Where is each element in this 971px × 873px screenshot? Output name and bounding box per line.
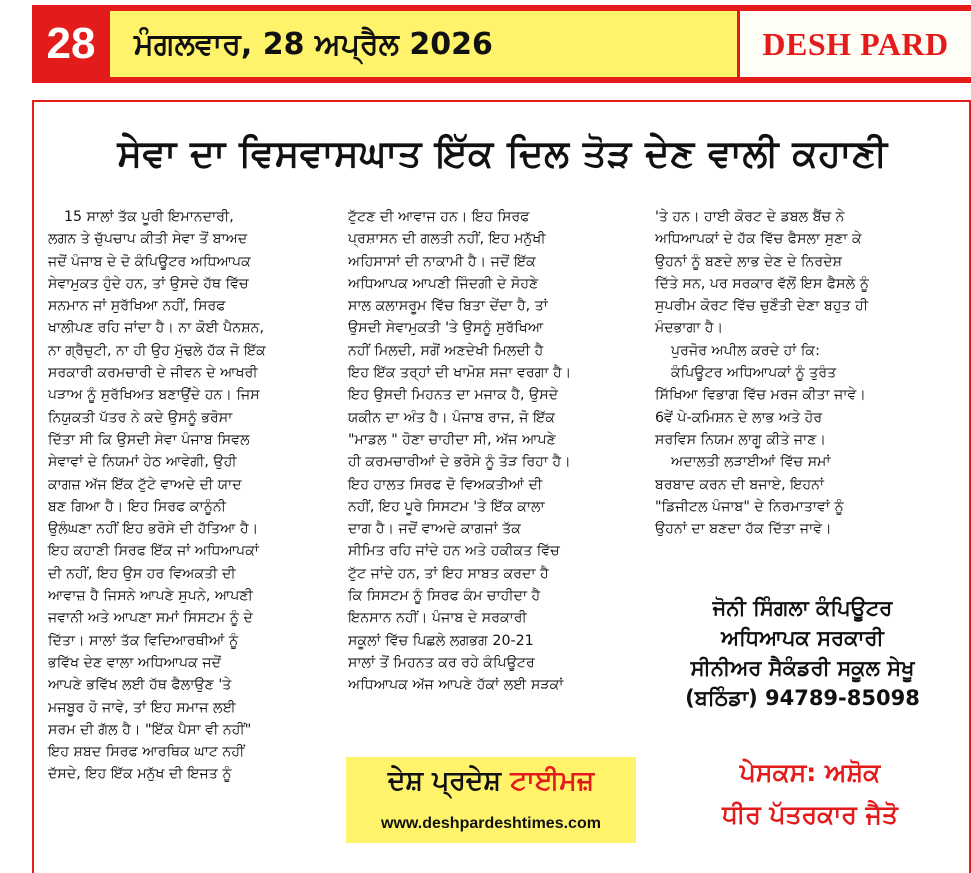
article-line: ਮੰਦਭਾਗਾ ਹੈ। [655, 320, 724, 337]
article-line: ਇਹ ਕਹਾਣੀ ਸਿਰਫ ਇੱਕ ਜਾਂ ਅਧਿਆਪਕਾਂ [48, 543, 259, 560]
article-column-1 [48, 206, 332, 786]
logo-text-desh-pardesh: ਦੇਸ਼ ਪ੍ਰਦੇਸ਼ [387, 765, 511, 796]
article-line: ਜਵਾਨੀ ਅਤੇ ਆਪਣਾ ਸਮਾਂ ਸਿਸਟਮ ਨੂੰ ਦੇ [48, 610, 253, 627]
article-line: ਸਨਮਾਨ ਜਾਂ ਸੁਰੱਖਿਆ ਨਹੀਂ, ਸਿਰਫ [48, 298, 226, 315]
author-contact: (ਬਠਿੰਡਾ) 94789-85098 [685, 686, 920, 710]
newspaper-logo [346, 765, 636, 797]
article-line: ਸਿੱਖਿਆ ਵਿਭਾਗ ਵਿੱਚ ਮਰਜ ਕੀਤਾ ਜਾਵੇ। [655, 387, 866, 404]
article-line: 6ਵੇਂ ਪੇ-ਕਮਿਸ਼ਨ ਦੇ ਲਾਭ ਅਤੇ ਹੋਰ [655, 409, 823, 426]
article-line: ਅਦਾਲਤੀ ਲੜਾਈਆਂ ਵਿੱਚ ਸਮਾਂ [671, 454, 831, 471]
article-line: ਇਹ ਸ਼ਬਦ ਸਿਰਫ ਆਰਥਿਕ ਘਾਟ ਨਹੀਂ [48, 744, 245, 761]
article-line: ਇਹ ਇੱਕ ਤਰ੍ਹਾਂ ਦੀ ਖਾਮੋਸ਼ ਸਜਾ ਵਰਗਾ ਹੈ। [348, 365, 572, 382]
article-line: ਨਹੀਂ ਮਿਲਦੀ, ਸਗੋਂ ਅਣਦੇਖੀ ਮਿਲਦੀ ਹੈ [348, 342, 544, 359]
date-banner [110, 11, 737, 77]
article-line: ਸਕੂਲਾਂ ਵਿੱਚ ਪਿਛਲੇ ਲਗਭਗ 20-21 [348, 632, 534, 649]
article-line: ਦੀ ਨਹੀਂ, ਇਹ ਉਸ ਹਰ ਵਿਅਕਤੀ ਦੀ [48, 565, 236, 582]
article-line: ਕਾਗਜ਼ ਅੱਜ ਇੱਕ ਟੁੱਟੇ ਵਾਅਦੇ ਦੀ ਯਾਦ [48, 476, 242, 493]
article-line: ਟੁੱਟਣ ਦੀ ਆਵਾਜ ਹਨ। ਇਹ ਸਿਰਫ [348, 209, 530, 225]
credit-line-2: ਧੀਰ ਪੱਤਰਕਾਰ ਜੈਤੋ [722, 800, 898, 829]
newspaper-logo-box [346, 757, 636, 843]
article-line: ਸੀਮਿਤ ਰਹਿ ਜਾਂਦੇ ਹਨ ਅਤੇ ਹਕੀਕਤ ਵਿੱਚ [348, 543, 560, 560]
page-header [32, 5, 971, 83]
article-line: ਉਲੰਘਣਾ ਨਹੀਂ ਇਹ ਭਰੋਸੇ ਦੀ ਹੱਤਿਆ ਹੈ। [48, 521, 259, 538]
article-line: ਦਾਗ ਹੈ। ਜਦੋਂ ਵਾਅਦੇ ਕਾਗਜਾਂ ਤੱਕ [348, 521, 521, 538]
article-line: ਸੁਪਰੀਮ ਕੋਰਟ ਵਿੱਚ ਚੁਣੌਤੀ ਦੇਣਾ ਬਹੁਤ ਹੀ [655, 298, 869, 315]
article-line: ਪ੍ਰਸ਼ਾਸਨ ਦੀ ਗਲਤੀ ਨਹੀਂ, ਇਹ ਮਨੁੱਖੀ [348, 231, 546, 248]
article-line: ਬਣ ਗਿਆ ਹੈ। ਇਹ ਸਿਰਫ ਕਾਨੂੰਨੀ [48, 498, 227, 515]
logo-text-times: ਟਾਈਮਜ਼ [510, 765, 595, 796]
article-line: ਟੁੱਟ ਜਾਂਦੇ ਹਨ, ਤਾਂ ਇਹ ਸਾਬਤ ਕਰਦਾ ਹੈ [348, 565, 549, 582]
author-line-2: ਅਧਿਆਪਕ ਸਰਕਾਰੀ [721, 626, 884, 650]
article-line: ਕੰਪਿਊਟਰ ਅਧਿਆਪਕਾਂ ਨੂੰ ਤੁਰੰਤ [671, 365, 837, 382]
article-column-3 [655, 206, 955, 540]
article-line: ਦਿੱਤਾ ਸੀ ਕਿ ਉਸਦੀ ਸੇਵਾ ਪੰਜਾਬ ਸਿਵਲ [48, 431, 250, 448]
article-line: ਆਵਾਜ਼ ਹੈ ਜਿਸਨੇ ਆਪਣੇ ਸੁਪਨੇ, ਆਪਣੀ [48, 588, 253, 605]
article-line: ਸਰਕਾਰੀ ਕਰਮਚਾਰੀ ਦੇ ਜੀਵਨ ਦੇ ਆਖਰੀ [48, 365, 258, 382]
article-line: ਇਹ ਹਾਲਤ ਸਿਰਫ ਦੋ ਵਿਅਕਤੀਆਂ ਦੀ [348, 476, 543, 493]
article-line: ਖਾਲੀਪਣ ਰਹਿ ਜਾਂਦਾ ਹੈ। ਨਾ ਕੋਈ ਪੈਨਸ਼ਨ, [48, 320, 265, 337]
article-column-2 [348, 206, 640, 697]
article-line: ਪੜਾਅ ਨੂੰ ਸੁਰੱਖਿਅਤ ਬਣਾਉਂਦੇ ਹਨ। ਜਿਸ [48, 387, 260, 404]
website-url: www.deshpardeshtimes.com [381, 815, 601, 832]
article-line: "ਮਾਡਲ " ਹੋਣਾ ਚਾਹੀਦਾ ਸੀ, ਅੱਜ ਆਪਣੇ [348, 431, 556, 448]
article-line: ਨਿਯੁਕਤੀ ਪੱਤਰ ਨੇ ਕਦੇ ਉਸਨੂੰ ਭਰੋਸਾ [48, 409, 233, 426]
article-line: ਅਧਿਆਪਕਾਂ ਦੇ ਹੱਕ ਵਿੱਚ ਫੈਸਲਾ ਸੁਣਾ ਕੇ [655, 231, 862, 248]
article-line: ਜਦੋਂ ਪੰਜਾਬ ਦੇ ਦੋ ਕੰਪਿਊਟਰ ਅਧਿਆਪਕ [48, 253, 251, 270]
article-line: 'ਤੇ ਹਨ। ਹਾਈ ਕੋਰਟ ਦੇ ਡਬਲ ਬੈਂਚ ਨੇ [655, 209, 845, 225]
masthead-title: DESH PARD [762, 25, 949, 62]
article-line: ਆਪਣੇ ਭਵਿੱਖ ਲਈ ਹੱਥ ਫੈਲਾਉਣ 'ਤੇ [48, 677, 232, 694]
article-line: ਮਜਬੂਰ ਹੋ ਜਾਵੇ, ਤਾਂ ਇਹ ਸਮਾਜ ਲਈ [48, 699, 236, 716]
credit-line-1: ਪੇਸਕਸ: ਅਸ਼ੋਕ [739, 758, 881, 787]
article-line: ਅਹਿਸਾਸਾਂ ਦੀ ਨਾਕਾਮੀ ਹੈ। ਜਦੋਂ ਇੱਕ [348, 253, 536, 270]
article-line: ਇਹ ਉਸਦੀ ਮਿਹਨਤ ਦਾ ਮਜਾਕ ਹੈ, ਉਸਦੇ [348, 387, 559, 404]
issue-date: ਮੰਗਲਵਾਰ, 28 ਅਪ੍ਰੈਲ 2026 [134, 26, 493, 62]
article-line: ਸਰਵਿਸ ਨਿਯਮ ਲਾਗੂ ਕੀਤੇ ਜਾਣ। [655, 431, 827, 448]
article-line: ਦੱਸਦੇ, ਇਹ ਇੱਕ ਮਨੁੱਖ ਦੀ ਇਜਤ ਨੂੰ [48, 766, 232, 783]
article-line: ਦਿੱਤਾ। ਸਾਲਾਂ ਤੱਕ ਵਿਦਿਆਰਥੀਆਂ ਨੂੰ [48, 632, 239, 649]
article-line: ਉਹਨਾਂ ਦਾ ਬਣਦਾ ਹੱਕ ਦਿੱਤਾ ਜਾਵੇ। [655, 521, 832, 538]
article-line: ਨਹੀਂ, ਇਹ ਪੂਰੇ ਸਿਸਟਮ 'ਤੇ ਇੱਕ ਕਾਲਾ [348, 498, 545, 515]
article-line: ਨਾ ਗ੍ਰੈਚੁਟੀ, ਨਾ ਹੀ ਉਹ ਮੁੱਢਲੇ ਹੱਕ ਜੋ ਇੱਕ [48, 342, 266, 359]
article-line: ਸਾਲ ਕਲਾਸਰੂਮ ਵਿੱਚ ਬਿਤਾ ਦੇਂਦਾ ਹੈ, ਤਾਂ [348, 298, 548, 315]
article-line: ਸੇਵਾਵਾਂ ਦੇ ਨਿਯਮਾਂ ਹੇਠ ਆਵੇਗੀ, ਉਹੀ [48, 454, 237, 471]
article-headline: ਸੇਵਾ ਦਾ ਵਿਸਵਾਸਘਾਤ ਇੱਕ ਦਿਲ ਤੋੜ ਦੇਣ ਵਾਲੀ ਕਹਾਣੀ [117, 132, 888, 175]
page-number: 28 [46, 19, 96, 68]
presenter-credit [665, 752, 955, 836]
article-line: ਅਧਿਆਪਕ ਅੱਜ ਆਪਣੇ ਹੱਕਾਂ ਲਈ ਸੜਕਾਂ [348, 677, 564, 694]
article-line: ਬਰਬਾਦ ਕਰਨ ਦੀ ਬਜਾਏ, ਇਹਨਾਂ [655, 476, 825, 493]
article-line: ਯਕੀਨ ਦਾ ਅੰਤ ਹੈ। ਪੰਜਾਬ ਰਾਜ, ਜੋ ਇੱਕ [348, 409, 556, 426]
author-line-3: ਸੀਨੀਅਰ ਸੈਕੰਡਰੀ ਸਕੂਲ ਸੇਖੂ [690, 656, 915, 680]
article-line: ਸਾਲਾਂ ਤੋਂ ਮਿਹਨਤ ਕਰ ਰਹੇ ਕੰਪਿਊਟਰ [348, 654, 535, 671]
author-block [650, 593, 955, 713]
article-line: "ਡਿਜੀਟਲ ਪੰਜਾਬ" ਦੇ ਨਿਰਮਾਤਾਵਾਂ ਨੂੰ [655, 498, 844, 515]
article-line: ਅਧਿਆਪਕ ਆਪਣੀ ਜਿੰਦਗੀ ਦੇ ਸੋਹਣੇ [348, 275, 539, 292]
article-line: ਸੇਵਾਮੁਕਤ ਹੁੰਦੇ ਹਨ, ਤਾਂ ਉਸਦੇ ਹੱਥ ਵਿੱਚ [48, 275, 249, 292]
article-line: ਉਹਨਾਂ ਨੂੰ ਬਣਦੇ ਲਾਭ ਦੇਣ ਦੇ ਨਿਰਦੇਸ਼ [655, 253, 843, 270]
article-line: ਕਿ ਸਿਸਟਮ ਨੂੰ ਸਿਰਫ ਕੰਮ ਚਾਹੀਦਾ ਹੈ [348, 588, 541, 605]
masthead-box [740, 11, 971, 77]
article-line: ਦਿੱਤੇ ਸਨ, ਪਰ ਸਰਕਾਰ ਵੱਲੋਂ ਇਸ ਫੈਸਲੇ ਨੂੰ [655, 275, 869, 292]
article-line: ਉਸਦੀ ਸੇਵਾਮੁਕਤੀ 'ਤੇ ਉਸਨੂੰ ਸੁਰੱਖਿਆ [348, 320, 544, 337]
article-line: ਪੁਰਜੋਰ ਅਪੀਲ ਕਰਦੇ ਹਾਂ ਕਿ: [671, 342, 820, 359]
article-line: ਇਨਸਾਨ ਨਹੀਂ। ਪੰਜਾਬ ਦੇ ਸਰਕਾਰੀ [348, 610, 527, 627]
article-line: ਸਰਮ ਦੀ ਗੱਲ ਹੈ। "ਇੱਕ ਪੈਸਾ ਵੀ ਨਹੀਂ" [48, 721, 252, 738]
article-line: ਲਗਨ ਤੇ ਚੁੱਪਚਾਪ ਕੀਤੀ ਸੇਵਾ ਤੋਂ ਬਾਅਦ [48, 231, 248, 248]
article-line: 15 ਸਾਲਾਂ ਤੱਕ ਪੂਰੀ ਇਮਾਨਦਾਰੀ, [64, 209, 234, 225]
article-line: ਹੀ ਕਰਮਚਾਰੀਆਂ ਦੇ ਭਰੋਸੇ ਨੂੰ ਤੋੜ ਰਿਹਾ ਹੈ। [348, 454, 571, 471]
article-line: ਭਵਿੱਖ ਦੇਣ ਵਾਲਾ ਅਧਿਆਪਕ ਜਦੋਂ [48, 654, 222, 671]
author-line-1: ਜੋਨੀ ਸਿੰਗਲਾ ਕੰਪਿਊਟਰ [712, 596, 893, 620]
